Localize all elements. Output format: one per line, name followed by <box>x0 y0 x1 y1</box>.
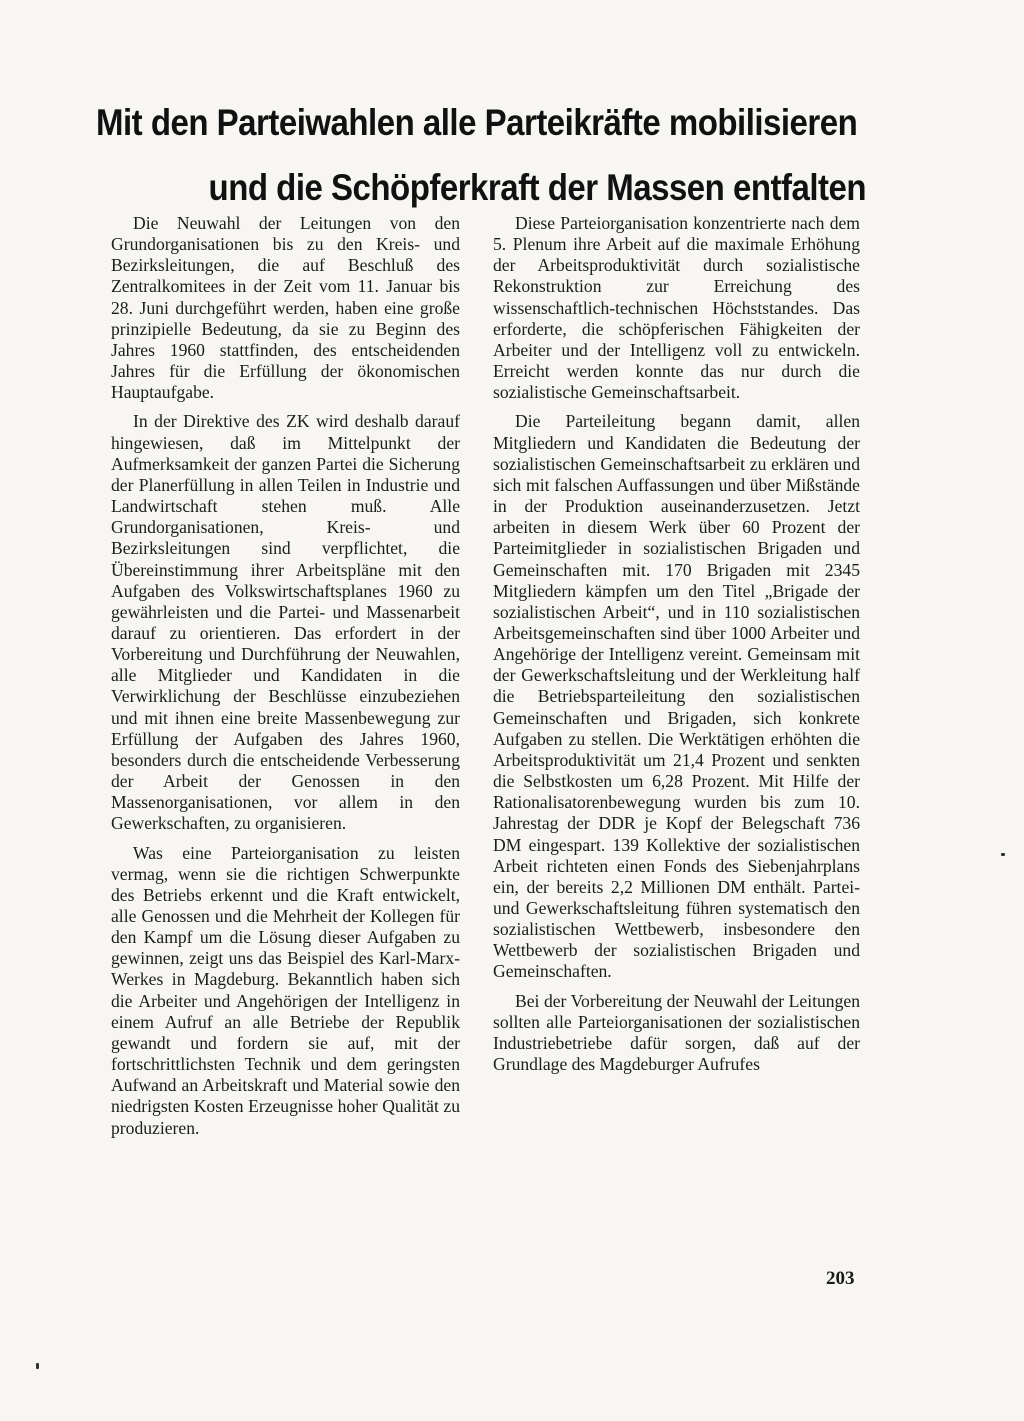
right-paragraph-1: Diese Parteiorganisation konzentrierte nach dem 5. Plenum ihre Arbeit auf die maximale Erhöhung der Arbeitsproduktivität durch sozialistische Rekonstruktion zur Erreichung des wissenschaftlich-technischen Höchststandes. Das erforderte, die schöpferischen Fähigkeiten der Arbeiter und der Intelligenz voll zu entwickeln. Erreicht werden konnte das nur durch die sozialistische Gemeinschaftsarbeit. <box>493 213 860 403</box>
article-headline <box>96 90 866 220</box>
right-paragraph-2: Die Parteileitung begann damit, allen Mitgliedern und Kandidaten die Bedeutung der sozialistischen Gemeinschaftsarbeit zu erklären und sich mit falschen Auffassungen und über Mißstände in der Produktion auseinanderzusetzen. Jetzt arbeiten in diesem Werk über 60 Prozent der Parteimitglieder in sozialistischen Brigaden und Gemeinschaften mit. 170 Brigaden mit 2345 Mitgliedern kämpfen um den Titel „Brigade der sozialistischen Arbeit“, und in 110 sozialistischen Arbeitsgemeinschaften sind über 1000 Arbeiter und Angehörige der Intelligenz vereint. Gemeinsam mit der Gewerkschaftsleitung und der Werkleitung half die Betriebsparteileitung den sozialistischen Gemeinschaften und Brigaden, sich konkrete Aufgaben zu stellen. Die Werktätigen erhöhten die Arbeitsproduktivität um 21,4 Prozent und senkten die Selbstkosten um 6,28 Prozent. Mit Hilfe der Rationalisatorenbewegung wurden bis zum 10. Jahrestag der DDR je Kopf der Belegschaft 736 DM eingespart. 139 Kollektive der sozialistischen Arbeit richteten einen Fonds des Siebenjahrplans ein, der bereits 2,2 Millionen DM enthält. Partei- und Gewerkschaftsleitung führen systematisch den sozialistischen Wettbewerb, insbesondere den Wettbewerb der sozialistischen Brigaden und Gemeinschaften. <box>493 411 860 982</box>
left-text-column <box>111 213 460 1147</box>
left-paragraph-2: In der Direktive des ZK wird deshalb darauf hingewiesen, daß im Mittelpunkt der Aufmerksamkeit der ganzen Partei die Sicherung der Planerfüllung in allen Teilen in Industrie und Landwirtschaft stehen muß. Alle Grundorganisationen, Kreis- und Bezirksleitungen sind verpflichtet, die Übereinstimmung ihrer Arbeitspläne mit den Aufgaben des Volkswirtschaftsplanes 1960 zu gewährleisten und die Partei- und Massenarbeit darauf zu orientieren. Das erfordert in der Vorbereitung und Durchführung der Neuwahlen, alle Mitglieder und Kandidaten in die Verwirklichung der Beschlüsse einzubeziehen und mit ihnen eine breite Massenbewegung zur Erfüllung der Aufgaben des Jahres 1960, besonders durch die entscheidende Verbesserung der Arbeit der Genossen in den Massenorganisationen, vor allem in den Gewerkschaften, zu organisieren. <box>111 411 460 834</box>
page-number: 203 <box>826 1268 855 1289</box>
right-paragraph-3: Bei der Vorbereitung der Neuwahl der Leitungen sollten alle Parteiorganisationen der sozialistischen Industriebetriebe dafür sorgen, daß auf der Grundlage des Magdeburger Aufrufes <box>493 990 860 1075</box>
scan-speck <box>36 1363 39 1369</box>
scan-speck <box>1001 853 1005 856</box>
headline-line-1: Mit den Parteiwahlen alle Parteikräfte mobilisieren <box>96 101 858 143</box>
left-paragraph-1: Die Neuwahl der Leitungen von den Grundorganisationen bis zu den Kreis- und Bezirksleitungen, die auf Beschluß des Zentralkomitees in der Zeit vom 11. Januar bis 28. Juni durchgeführt werden, haben eine große prinzipielle Bedeutung, da sie zu Beginn des Jahres 1960 stattfinden, des entscheidenden Jahres für die Erfüllung der ökonomischen Hauptaufgabe. <box>111 213 460 403</box>
left-paragraph-3: Was eine Parteiorganisation zu leisten vermag, wenn sie die richtigen Schwerpunkte des Betriebs erkennt und die Kraft entwickelt, alle Genossen und die Mehrheit der Kollegen für den Kampf um die Lösung dieser Aufgaben zu gewinnen, zeigt uns das Beispiel des Karl-Marx-Werkes in Magdeburg. Bekanntlich haben sich die Arbeiter und Angehörigen der Intelligenz in einem Aufruf an alle Betriebe der Republik gewandt und fordern sie auf, mit der fortschrittlichsten Technik und dem geringsten Aufwand an Arbeitskraft und Material sowie den niedrigsten Kosten Erzeugnisse hoher Qualität zu produzieren. <box>111 842 460 1138</box>
right-text-column <box>493 213 860 1083</box>
headline-line-2: und die Schöpferkraft der Massen entfalten <box>208 166 866 208</box>
